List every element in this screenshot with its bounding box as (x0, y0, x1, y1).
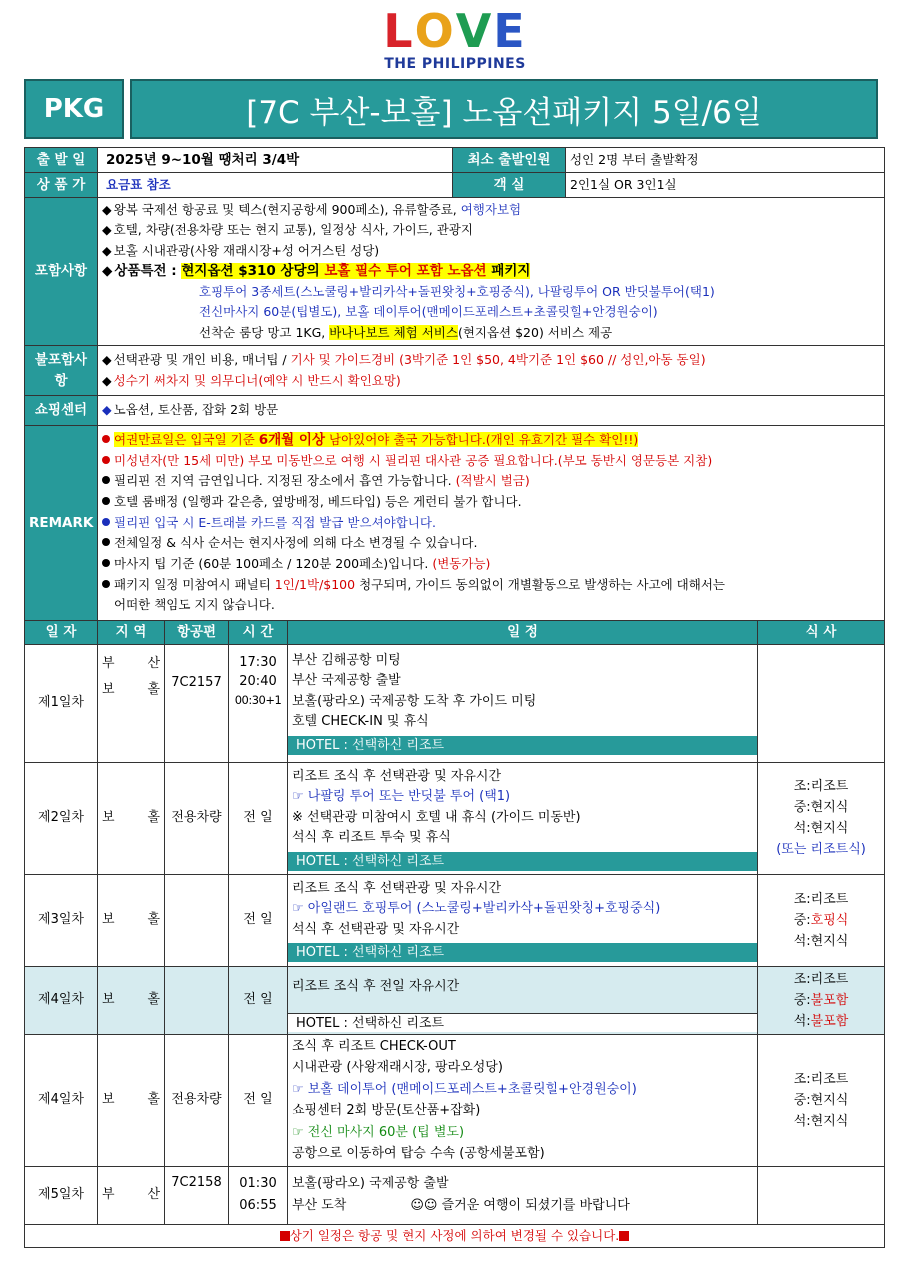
day-time: 01:30 06:55 (229, 1166, 288, 1224)
day-region: 보 홀 (98, 1034, 165, 1166)
remark-line: 미성년자(만 15세 미만) 부모 미동반으로 여행 시 필리핀 대사관 공증 필요합니다.(부모 동반시 영문등본 지참) (102, 451, 880, 472)
logo-love-text: LOVE (383, 4, 527, 58)
hotel-bar: HOTEL : 선택하신 리조트 (288, 852, 757, 871)
col-itinerary: 일 정 (288, 621, 758, 645)
included-line: 호핑투어 3종세트(스노쿨링+발리카삭+돌핀왓칭+호핑중식), 나팔링투어 OR 반딧불투어(택1) (199, 283, 715, 299)
col-time: 시 간 (229, 621, 288, 645)
included-label: 포함사항 (25, 198, 98, 346)
remark-line: 전체일정 & 식사 순서는 현지사정에 의해 다소 변경될 수 있습니다. (102, 533, 880, 554)
room-label: 객 실 (453, 173, 566, 198)
day-time: 전 일 (229, 874, 288, 966)
included-line: ◆ 보홀 시내관광(사왕 재래시장+성 어거스틴 성당) (102, 242, 380, 258)
day-time: 전 일 (229, 966, 288, 1034)
col-region: 지 역 (98, 621, 165, 645)
day-meal (758, 1166, 885, 1224)
day-itinerary: 리조트 조식 후 선택관광 및 자유시간 ☞ 나팔링 투어 또는 반딧불 투어 (택1) ※ 선택관광 미참여시 호텔 내 휴식 (가이드 미동반) 석식 후 리조트 투숙 및 휴식 HOTEL : 선택하신 리조트 (288, 762, 758, 874)
day-itinerary: 보홀(팡라오) 국제공항 출발 부산 도착 ☺☺ 즐거운 여행이 되셨기를 바랍니다 (288, 1166, 758, 1224)
remark-content (98, 426, 885, 621)
day-time: 전 일 (229, 762, 288, 874)
hotel-bar: HOTEL : 선택하신 리조트 (288, 736, 757, 755)
included-content (98, 198, 885, 346)
day-flight: 7C2158 (165, 1166, 229, 1224)
day-region: 부 산 보 홀 (98, 644, 165, 762)
day-time: 17:30 20:40 00:30+1 (229, 644, 288, 762)
remark-label: REMARK (25, 426, 98, 621)
room-value: 2인1실 OR 3인1실 (566, 173, 885, 198)
included-line: ◆ 호텔, 차량(전용차량 또는 현지 교통), 일정상 식사, 가이드, 관광지 (102, 222, 473, 238)
remark-line: 필리핀 전 지역 금연입니다. 지정된 장소에서 흡연 가능합니다. (적발시 벌금) (102, 471, 880, 492)
page-title: [7C 부산-보홀] 노옵션패키지 5일/6일 (130, 79, 878, 139)
day-label: 제2일차 (25, 762, 98, 874)
itinerary-table (24, 147, 885, 1248)
day-itinerary: 리조트 조식 후 전일 자유시간 HOTEL : 선택하신 리조트 (288, 966, 758, 1034)
included-line: 전신마사지 60분(팁별도), 보홀 데이투어(맨메이드포레스트+초콜릿힐+안경원숭이) (199, 304, 658, 320)
remark-line: 마사지 팁 기준 (60분 100페소 / 120분 200페소)입니다. (변동가능) (102, 554, 880, 575)
day-meal (758, 644, 885, 762)
day-label: 제5일차 (25, 1166, 98, 1224)
remark-line: 패키지 일정 미참여시 패널티 1인/1박/$100 청구되며, 가이드 동의없이 개별활동으로 발생하는 사고에 대해서는 (102, 575, 880, 596)
day-label: 제3일차 (25, 874, 98, 966)
day-region: 보 홀 (98, 874, 165, 966)
included-line: 선착순 룸당 망고 1KG, 바나나보트 체험 서비스(현지옵션 $20) 서비스 제공 (199, 324, 613, 340)
shopping-value: ◆ 노옵션, 토산품, 잡화 2회 방문 (98, 396, 885, 426)
day-region: 보 홀 (98, 762, 165, 874)
shopping-label: 쇼핑센터 (25, 396, 98, 426)
hotel-bar: HOTEL : 선택하신 리조트 (288, 1013, 757, 1032)
min-people-label: 최소 출발인원 (453, 148, 566, 173)
day-label: 제1일차 (25, 644, 98, 762)
day-transport: 전용차량 (165, 1034, 229, 1166)
depart-label: 출 발 일 (25, 148, 98, 173)
excluded-content: ◆ 선택관광 및 개인 비용, 매너팁 / 기사 및 가이드경비 (3박기준 1인 $50, 4박기준 1인 $60 // 성인,아동 동일) ◆ 성수기 써차지 및 의무디너(예약 시 반드시 확인요망) (98, 346, 885, 396)
day-label: 제4일차 (25, 1034, 98, 1166)
day-meal: 조:리조트 중:호핑식 석:현지식 (758, 874, 885, 966)
day-time: 전 일 (229, 1034, 288, 1166)
day-transport (165, 966, 229, 1034)
min-people-value: 성인 2명 부터 출발확정 (566, 148, 885, 173)
footer-notice: 상기 일정은 항공 및 현지 사정에 의하여 변경될 수 있습니다. (25, 1224, 885, 1248)
hotel-bar: HOTEL : 선택하신 리조트 (288, 943, 757, 962)
price-label: 상 품 가 (25, 173, 98, 198)
pkg-badge: PKG (24, 79, 124, 139)
day-flight: 7C2157 (165, 644, 229, 762)
day-itinerary: 리조트 조식 후 선택관광 및 자유시간 ☞ 아일랜드 호핑투어 (스노쿨링+발리카삭+돌핀왓칭+호핑중식) 석식 후 선택관광 및 자유시간 HOTEL : 선택하신 리조트 (288, 874, 758, 966)
love-philippines-logo (360, 6, 550, 78)
col-meal: 식 사 (758, 621, 885, 645)
depart-value: 2025년 9~10월 땡처리 3/4박 (98, 148, 453, 173)
logo-subtitle: THE PHILIPPINES (384, 56, 526, 72)
price-value: 요금표 참조 (98, 173, 453, 198)
remark-line: 호텔 룸배정 (일행과 같은층, 옆방배정, 베드타입) 등은 게런티 불가 합니다. (102, 492, 880, 513)
day-meal: 조:리조트 중:현지식 석:현지식 (758, 1034, 885, 1166)
day-meal: 조:리조트 중:현지식 석:현지식 (또는 리조트식) (758, 762, 885, 874)
day-itinerary: 부산 김해공항 미팅 부산 국제공항 출발 보홀(팡라오) 국제공항 도착 후 가이드 미팅 호텔 CHECK-IN 및 휴식 HOTEL : 선택하신 리조트 (288, 644, 758, 762)
included-line: ◆ 상품특전 : 현지옵션 $310 상당의 보홀 필수 투어 포함 노옵션 패키지 (102, 263, 531, 280)
col-flight: 항공편 (165, 621, 229, 645)
day-region: 보 홀 (98, 966, 165, 1034)
remark-line: 여권만료일은 입국일 기준 6개월 이상 남아있어야 출국 가능합니다.(개인 유효기간 필수 확인!!) (102, 430, 880, 451)
day-transport: 전용차량 (165, 762, 229, 874)
day-region: 부 산 (98, 1166, 165, 1224)
col-day: 일 자 (25, 621, 98, 645)
day-label: 제4일차 (25, 966, 98, 1034)
day-meal: 조:리조트 중:불포함 석:불포함 (758, 966, 885, 1034)
remark-line: 필리핀 입국 시 E-트래블 카드를 직접 발급 받으셔야합니다. (102, 513, 880, 534)
remark-line: 어떠한 책임도 지지 않습니다. (114, 597, 275, 613)
excluded-label: 불포함사항 (25, 346, 98, 396)
day-itinerary: 조식 후 리조트 CHECK-OUT 시내관광 (사왕재래시장, 팡라오성당) ☞ 보홀 데이투어 (맨메이드포레스트+초콜릿힐+안경원숭이) 쇼핑센터 2회 방문(토산품+잡화) ☞ 전신 마사지 60분 (팁 별도) 공항으로 이동하여 탑승 수속 (공항세불포함) (288, 1034, 758, 1166)
day-transport (165, 874, 229, 966)
included-line: ◆ 왕복 국제선 항공료 및 텍스(현지공항세 900페소), 유류할증료, 여행자보험 (102, 201, 522, 217)
